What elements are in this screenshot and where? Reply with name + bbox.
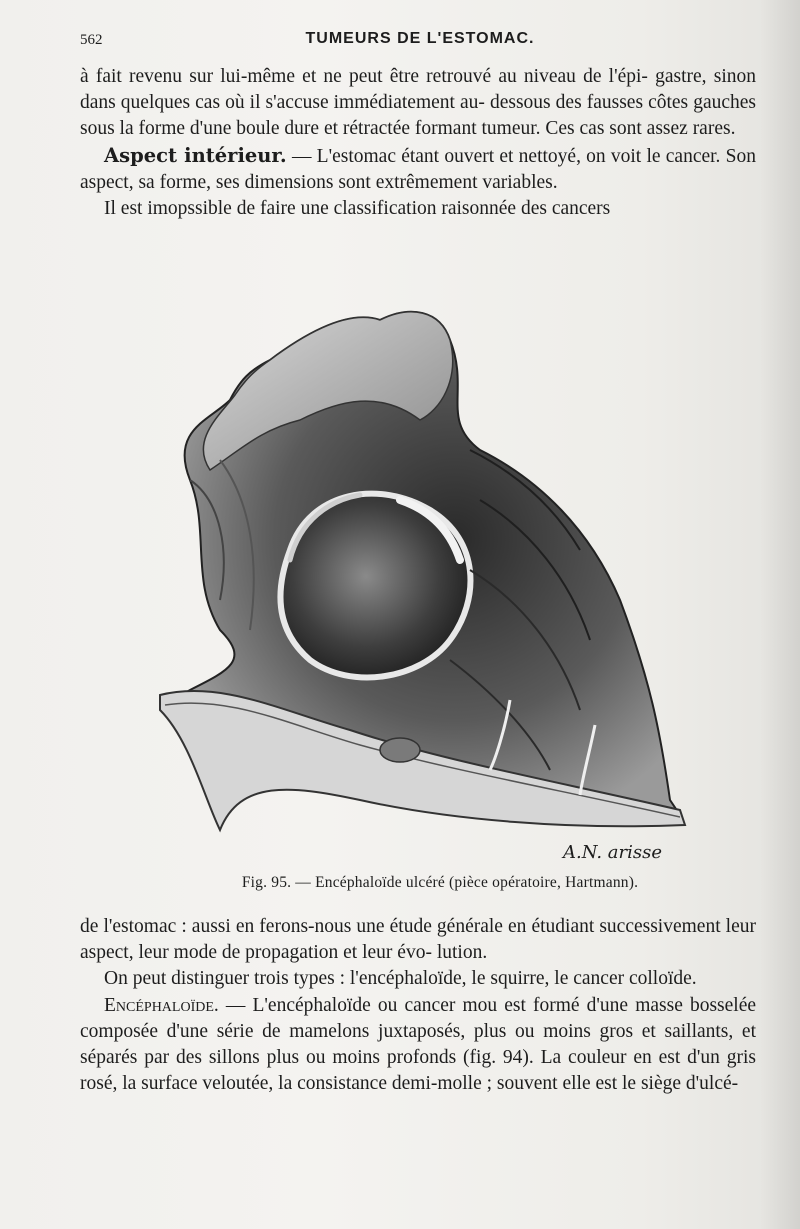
page-edge-shadow [760, 0, 800, 1229]
section-heading: Aspect intérieur. [104, 143, 287, 167]
text-block-top [80, 64, 756, 222]
page-number: 562 [80, 32, 103, 48]
text-line: gastre, sinon dans quelques cas où il s'accuse immédiatement au- [80, 66, 756, 114]
figure-caption: Fig. 95. — Encéphaloïde ulcéré (pièce opératoire, Hartmann). [241, 874, 639, 891]
paragraph-classification [80, 196, 756, 222]
text-line: ou moins gros et saillants, et séparés par des sillons plus ou moins [80, 1020, 757, 1069]
running-title: TUMEURS DE L'ESTOMAC. [305, 30, 535, 47]
text-line: de l'estomac : aussi en ferons-nous une étude générale en étudiant [80, 916, 595, 937]
text-line: rétractée formant tumeur. Ces cas sont assez rares. [342, 118, 736, 140]
text-block-bottom [80, 914, 756, 1097]
paragraph-encephaloide [80, 993, 756, 1098]
text-line: On peut distinguer trois types : l'encéphaloïde, le squirre, le [104, 968, 569, 990]
text-line: le cancer. Son aspect, sa forme, ses dimensions sont extrêmement [80, 145, 756, 193]
paragraph-three-types [80, 966, 756, 992]
paragraph-continuation [80, 64, 756, 143]
artist-signature: A.N. arisse [563, 842, 662, 863]
text-line: Il est imopssible de faire une classification raisonnée des cancers [104, 198, 611, 220]
text-line: cancer colloïde. [573, 968, 697, 990]
text-line: — L'estomac étant ouvert et nettoyé, on voit [286, 145, 642, 167]
text-line: à fait revenu sur lui-même et ne peut être retrouvé au niveau de l'épi- [80, 66, 648, 87]
text-line: — L'encéphaloïde ou cancer mou est formé d'une [218, 994, 629, 1016]
paragraph-continuation [80, 914, 756, 966]
page-header [80, 28, 760, 58]
text-line: masse bosselée composée d'une série de mamelons juxtaposés, plus [80, 994, 757, 1042]
text-line: profonds (fig. 94). La couleur en est d'un gris rosé, la surface [80, 1047, 757, 1095]
text-line: variables. [482, 171, 558, 193]
text-line: lution. [436, 942, 488, 964]
text-line: successivement leur aspect, leur mode de propagation et leur évo- [80, 916, 756, 964]
paragraph-aspect-interieur [80, 143, 756, 196]
section-heading: Encéphaloïde. [104, 994, 219, 1016]
text-line: dessous des fausses côtes gauches sous la forme d'une boule dure et [80, 92, 757, 140]
text-line: veloutée, la consistance demi-molle ; souvent elle est le siège d'ulcé- [202, 1073, 739, 1095]
stomach-cancer-illustration [150, 300, 710, 860]
